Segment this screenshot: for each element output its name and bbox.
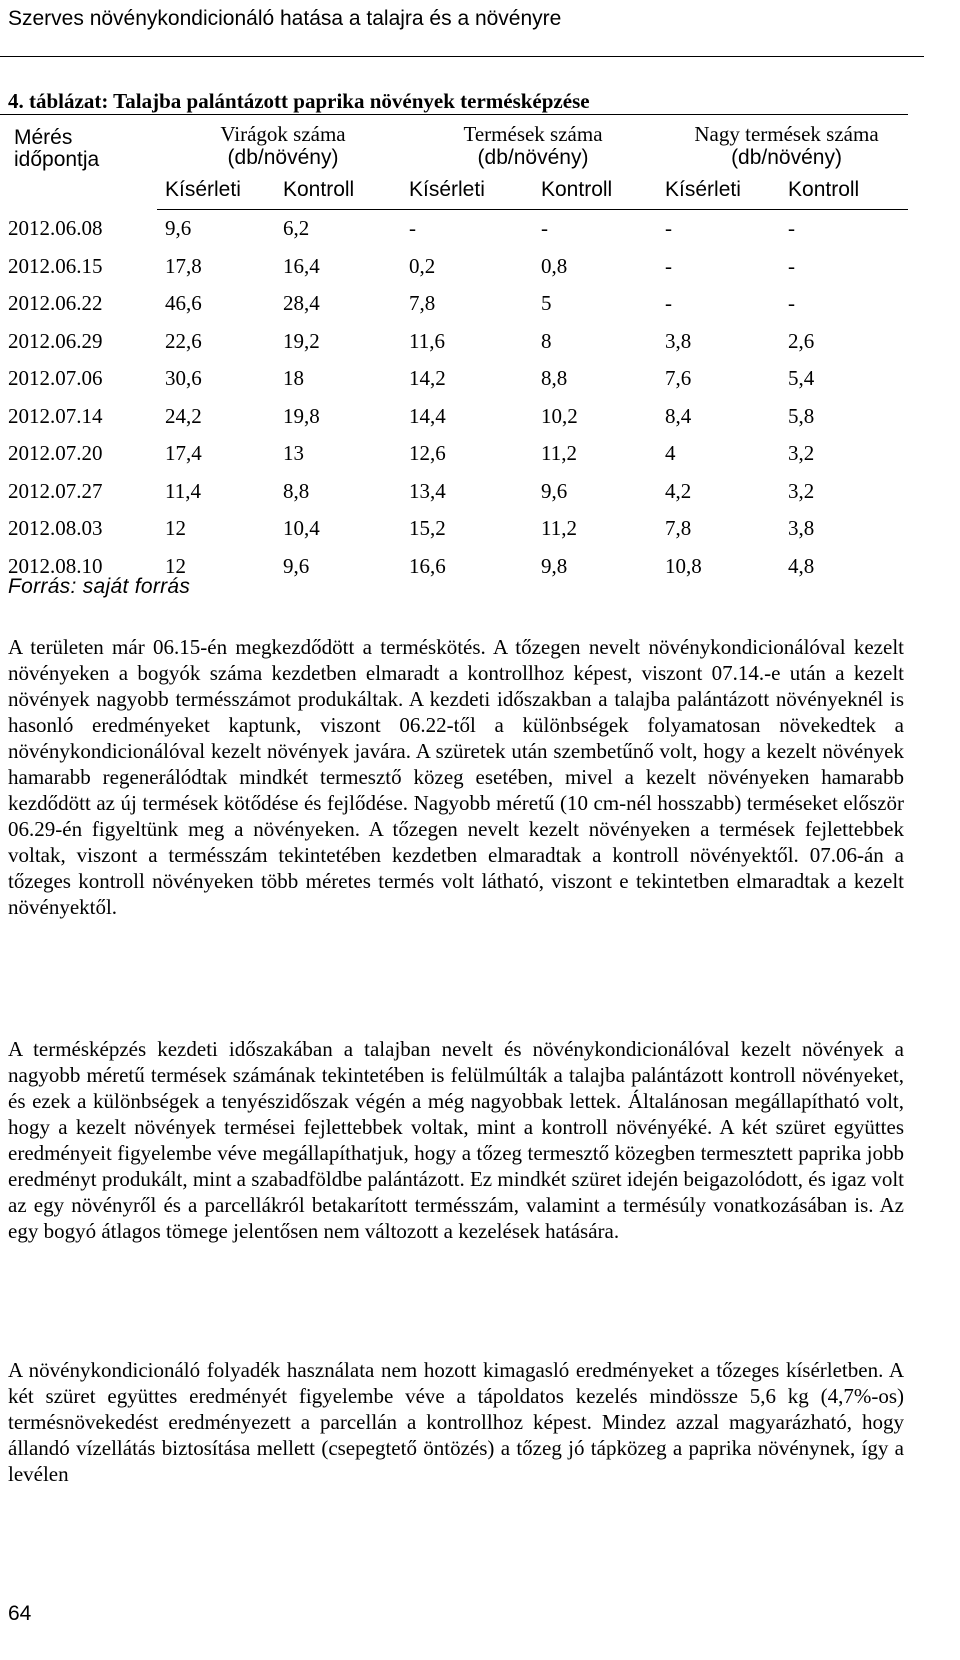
value-cell: 17,4 bbox=[165, 441, 202, 466]
value-cell: 17,8 bbox=[165, 253, 202, 278]
value-cell: - bbox=[541, 216, 548, 241]
date-cell: 2012.06.08 bbox=[8, 216, 103, 240]
value-cell: 3,2 bbox=[788, 441, 815, 466]
subheader-cell: Kísérleti bbox=[157, 171, 275, 210]
value-cell: 10,4 bbox=[283, 516, 320, 541]
value-cell: 11,6 bbox=[409, 328, 445, 353]
value-cell: 4 bbox=[665, 441, 676, 466]
value-cell: 6,2 bbox=[283, 216, 310, 241]
value-cell: 7,8 bbox=[409, 291, 436, 316]
table-row bbox=[0, 473, 908, 511]
value-cell: 10,8 bbox=[665, 553, 702, 578]
value-cell: 24,2 bbox=[165, 403, 202, 428]
value-cell: 3,8 bbox=[665, 328, 692, 353]
date-column-header: Mérés időpontja bbox=[0, 115, 157, 210]
table-row bbox=[0, 285, 908, 323]
date-cell: 2012.07.27 bbox=[8, 478, 103, 503]
value-cell: 12,6 bbox=[409, 441, 446, 466]
value-cell: 18 bbox=[283, 366, 304, 391]
value-cell: 9,6 bbox=[165, 216, 192, 241]
value-cell: 2,6 bbox=[788, 328, 815, 353]
value-cell: 30,6 bbox=[165, 366, 202, 391]
paragraph-text: A növénykondicionáló folyadék használata nem hozott kimagasló eredményeket a tőzeges kísérletben. A két szüret együttes eredményét figyelembe véve a tápoldatos kezelés mindössze 5,6 kg (4,7%-os) termésnövekedést eredményezett a parcellán a kontrollhoz képest. Mindez azzal magyarázható, hogy állandó vízellátás biztosítása mellett (csepegtető öntözés) a tőzeg jó tápközeg a paprika növénynek, így a levélen bbox=[8, 1358, 904, 1486]
table-title: 4. táblázat: Talajba palántázott paprika növények termésképzése bbox=[8, 89, 590, 113]
table-header-row-1 bbox=[0, 115, 908, 172]
group-header-label: Termések száma bbox=[463, 122, 603, 146]
value-cell: 4,8 bbox=[788, 553, 815, 578]
data-table bbox=[0, 114, 908, 585]
value-cell: 11,4 bbox=[165, 478, 201, 503]
value-cell: 19,2 bbox=[283, 328, 320, 353]
table-body bbox=[0, 210, 908, 586]
body-paragraph bbox=[8, 1357, 904, 1487]
group-header-label: Nagy termések száma bbox=[694, 122, 879, 146]
value-cell: 8,4 bbox=[665, 403, 692, 428]
subheader-cell: Kísérleti bbox=[657, 171, 780, 210]
value-cell: 13,4 bbox=[409, 478, 446, 503]
table-row bbox=[0, 435, 908, 473]
group-header-large-fruits bbox=[657, 115, 908, 172]
value-cell: 13 bbox=[283, 441, 304, 466]
value-cell: - bbox=[665, 253, 673, 278]
subheader-cell: Kísérleti bbox=[401, 171, 533, 210]
paragraph-text: A termésképzés kezdeti időszakában a talajban nevelt és növénykondicionálóval kezelt növények a nagyobb méretű termések számának tekintetében is felülmúlták a talajba palántázott kontroll növényeket, és ezek a különbségek a tenyészidőszak végén a még nagyobbak lettek. Általánosan megállapítható volt, hogy a kezelt növények termései fejlettebbek voltak, mint a kontroll növényéké. A két szüret együttes eredményeit figyelembe véve megállapíthatjuk, hogy a tőzeg termesztő közegben termesztett paprika jobb eredményt produkált, mint a szabadföldbe palántázott. Ez mindkét szüret idején beigazolódott, és igaz volt az egy növényről és a parcellákról betakarított termésszám, valamint a termésúly vonatkozásában is. Az egy bogyó átlagos tömege jelentősen nem változott a kezelések hatására. bbox=[8, 1037, 904, 1243]
value-cell: 9,8 bbox=[541, 553, 568, 578]
value-cell: 8 bbox=[541, 328, 552, 353]
value-cell: 0,2 bbox=[409, 253, 436, 278]
value-cell: 3,2 bbox=[788, 478, 815, 503]
value-cell: - bbox=[409, 216, 416, 241]
subheader-cell: Kontroll bbox=[533, 171, 657, 210]
value-cell: 12 bbox=[165, 553, 186, 578]
value-cell: 7,6 bbox=[665, 366, 692, 391]
value-cell: 14,2 bbox=[409, 366, 446, 391]
group-header-unit: (db/növény) bbox=[227, 146, 339, 169]
header-rule bbox=[0, 56, 924, 57]
subheader-cell: Kontroll bbox=[275, 171, 401, 210]
value-cell: 15,2 bbox=[409, 516, 446, 541]
value-cell: - bbox=[788, 291, 796, 316]
value-cell: 5,8 bbox=[788, 403, 815, 428]
body-paragraph bbox=[8, 1036, 904, 1244]
value-cell: 14,4 bbox=[409, 403, 446, 428]
table-row bbox=[0, 398, 908, 436]
date-cell: 2012.07.06 bbox=[8, 366, 103, 391]
value-cell: 0,8 bbox=[541, 253, 568, 278]
value-cell: 3,8 bbox=[788, 516, 815, 541]
group-header-unit: (db/növény) bbox=[731, 146, 842, 169]
value-cell: 11,2 bbox=[541, 441, 577, 466]
table-row bbox=[0, 210, 908, 248]
value-cell: 9,6 bbox=[541, 478, 568, 503]
group-header-flowers bbox=[157, 115, 401, 172]
paragraph-text: A területen már 06.15-én megkezdődött a terméskötés. A tőzegen nevelt növénykondicionálóval kezelt növényeken a bogyók száma kezdetben elmaradt a kontrollhoz képest, viszont 07.14.-e után a kezelt növények nagyobb termésszámot produkáltak. A kezdeti időszakban a talajba palántázott növényeknél is hasonló eredményeket kaptunk, viszont 06.22-től a különbségek folyamatosan növekedtek a növénykondicionálóval kezelt növények javára. A szüretek után szembetűnő volt, hogy a kezelt növények hamarabb regenerálódtak mindkét termesztő közeg esetében, mivel a kezelt növényeken hamarabb kezdődött az új termések kötődése és fejlődése. Nagyobb méretű (10 cm-nél hosszabb) terméseket először 06.29-én figyeltünk meg a növényeken. A tőzegen nevelt kezelt növényeken a termések fejlettebbek voltak, viszont a termésszám tekintetében kezdetben elmaradtak a kontroll növényektől. 07.06-án a tőzeges kontroll növényeken több méretes termés volt látható, viszont e tekintetben elmaradtak a kezelt növényektől. bbox=[8, 635, 904, 919]
value-cell: 16,4 bbox=[283, 253, 320, 278]
group-header-unit: (db/növény) bbox=[477, 146, 589, 169]
value-cell: 11,2 bbox=[541, 516, 577, 541]
table-row bbox=[0, 323, 908, 361]
value-cell: 46,6 bbox=[165, 291, 202, 316]
value-cell: - bbox=[788, 253, 796, 278]
table-source: Forrás: saját forrás bbox=[8, 575, 191, 598]
value-cell: 5 bbox=[541, 291, 552, 316]
group-header-fruits bbox=[401, 115, 657, 172]
value-cell: 9,6 bbox=[283, 553, 310, 578]
running-header: Szerves növénykondicionáló hatása a talajra és a növényre bbox=[8, 7, 562, 30]
date-cell: 2012.06.15 bbox=[8, 253, 103, 278]
value-cell: 16,6 bbox=[409, 553, 446, 578]
body-paragraph bbox=[8, 634, 904, 920]
value-cell: 12 bbox=[165, 516, 186, 541]
date-cell: 2012.07.20 bbox=[8, 441, 103, 466]
page-number: 64 bbox=[8, 1602, 32, 1625]
value-cell: 22,6 bbox=[165, 328, 202, 353]
value-cell: 8,8 bbox=[541, 366, 568, 391]
date-cell: 2012.08.10 bbox=[8, 553, 103, 578]
table-row bbox=[0, 248, 908, 286]
value-cell: 8,8 bbox=[283, 478, 310, 503]
value-cell: - bbox=[665, 291, 673, 316]
value-cell: 4,2 bbox=[665, 478, 692, 503]
date-cell: 2012.07.14 bbox=[8, 403, 103, 428]
value-cell: - bbox=[788, 216, 796, 241]
value-cell: 28,4 bbox=[283, 291, 320, 316]
table-row bbox=[0, 360, 908, 398]
value-cell: 10,2 bbox=[541, 403, 578, 428]
date-cell: 2012.06.29 bbox=[8, 328, 103, 353]
value-cell: 7,8 bbox=[665, 516, 692, 541]
date-cell: 2012.06.22 bbox=[8, 291, 103, 316]
value-cell: 5,4 bbox=[788, 366, 815, 391]
subheader-cell: Kontroll bbox=[780, 171, 908, 210]
value-cell: - bbox=[665, 216, 673, 241]
value-cell: 19,8 bbox=[283, 403, 320, 428]
date-cell: 2012.08.03 bbox=[8, 516, 103, 541]
table-row bbox=[0, 510, 908, 548]
group-header-label: Virágok száma bbox=[220, 122, 346, 146]
